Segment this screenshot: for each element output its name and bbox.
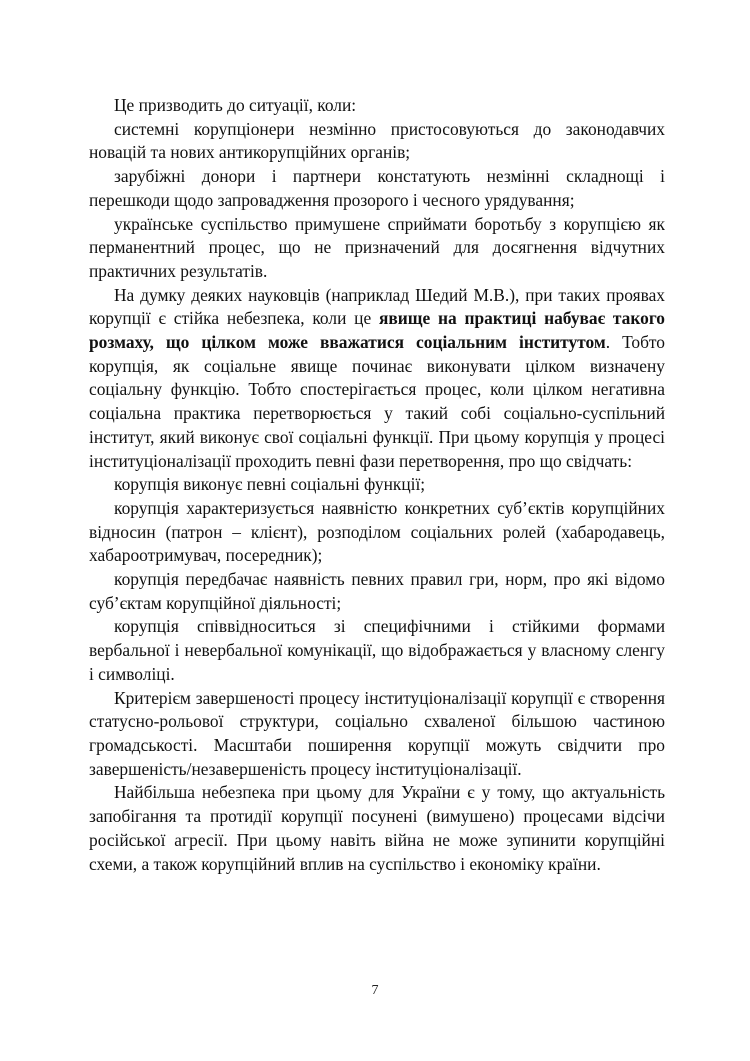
paragraph-text: . Тобто корупція, як соціальне явище починає виконувати цілком визначену соціальну функцію. Тобто спостерігається процес, коли цілком негативна соціальна практика перетворюється у такий собі соціально-суспільний інститут, який виконує свої соціальні функції. При цьому корупція у процесі інституціоналізації проходить певні фази перетворення, про що свідчать: bbox=[89, 332, 665, 471]
list-item: корупція виконує певні соціальні функції; bbox=[114, 474, 426, 495]
list-item: корупція співвідноситься зі специфічними і стійкими формами вербальної і невербальної комунікації, що відображається у власному сленгу і символіці. bbox=[89, 616, 665, 684]
paragraph-text: На думку деяких науковців (наприклад Шедий М.В.), при таких проявах корупції є стійка небезпека, коли це bbox=[89, 284, 665, 329]
body-paragraph bbox=[89, 284, 665, 474]
emphasized-text: явище на практиці набуває такого розмаху, що цілком може вважатися соціальним інститутом bbox=[89, 308, 666, 353]
list-item: корупція характеризується наявністю конкретних суб’єктів корупційних відносин (патрон – клієнт), розподілом соціальних ролей (хабародавець, хабароотримувач, посередник); bbox=[89, 497, 665, 566]
list-item: корупція передбачає наявність певних правил гри, норм, про які відомо суб’єктам корупційної діяльності; bbox=[89, 569, 665, 613]
body-paragraph: Критерієм завершеності процесу інституціоналізації корупції є створення статусно-рольової структури, соціально схваленої більшою частиною громадськості. Масштаби поширення корупції можуть свідчити про завершеність/незавершеність процесу інституціоналізації. bbox=[89, 687, 665, 779]
list-item: системні корупціонери незмінно пристосовуються до законодавчих новацій та нових антикорупційних органів; bbox=[89, 118, 665, 163]
page-number: 7 bbox=[371, 983, 379, 998]
intro-paragraph: Це призводить до ситуації, коли: bbox=[114, 95, 357, 115]
body-paragraph: Найбільша небезпека при цьому для України є у тому, що актуальність запобігання та протидії корупції посунені (вимушено) процесами відсічи російської агресії. При цьому навіть війна не може зупинити корупційні схеми, а також корупційний вплив на суспільство і економіку країни. bbox=[89, 782, 665, 874]
list-item: українське суспільство примушене сприймати боротьбу з корупцією як перманентний процес, що не призначений для досягнення відчутних практичних результатів. bbox=[89, 213, 665, 281]
list-item: зарубіжні донори і партнери констатують незмінні складнощі і перешкоди щодо запровадження прозорого і чесного урядування; bbox=[89, 166, 665, 210]
page-body bbox=[89, 94, 665, 876]
